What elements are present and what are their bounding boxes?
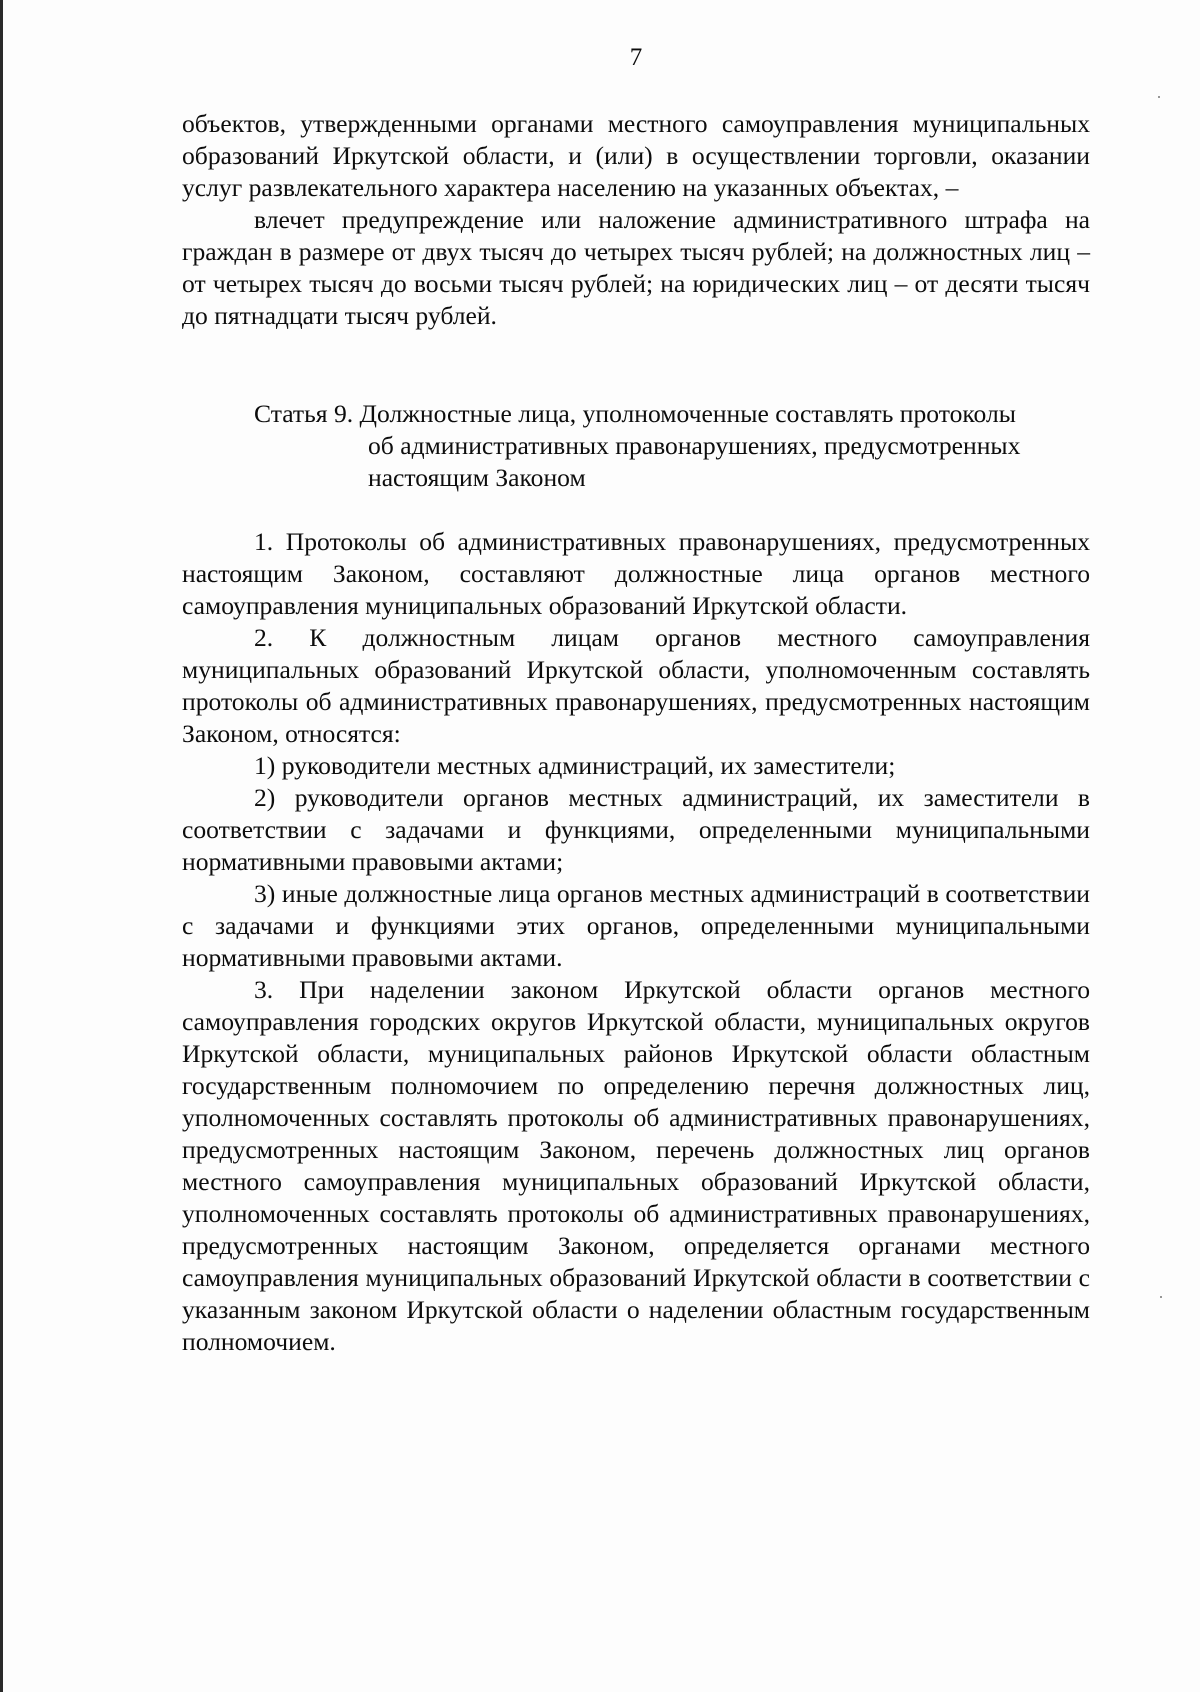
article-body <box>182 526 1090 1358</box>
top-text-block <box>182 108 1090 332</box>
paragraph-penalty: влечет предупреждение или наложение административного штрафа на граждан в размере от двух тысяч до четырех тысяч рублей; на должностных лиц – от четырех тысяч до восьми тысяч рублей; на юридических лиц – от десяти тысяч до пятнадцати тысяч рублей. <box>182 205 1090 330</box>
list-item-2: 2) руководители органов местных администраций, их заместители в соответствии с задачами и функциями, определенными муниципальными нормативными правовыми актами; <box>182 783 1090 876</box>
scan-speck <box>1160 1296 1162 1298</box>
paragraph-objects: объектов, утвержденными органами местного самоуправления муниципальных образований Иркутской области, и (или) в осуществлении торговли, оказании услуг развлекательного характера населению на указанных объектах, – <box>182 109 1090 202</box>
article-heading <box>254 398 1094 494</box>
scan-edge <box>0 0 3 1692</box>
paragraph-3: 3. При наделении законом Иркутской области органов местного самоуправления городских округов Иркутской области, муниципальных округов Иркутской области, муниципальных районов Иркутской области областным государственным полномочием по определению перечня должностных лиц, уполномоченных составлять протоколы об административных правонарушениях, предусмотренных настоящим Законом, перечень должностных лиц органов местного самоуправления муниципальных образований Иркутской области, уполномоченных составлять протоколы об административных правонарушениях, предусмотренных настоящим Законом, определяется органами местного самоуправления муниципальных образований Иркутской области в соответствии с указанным законом Иркутской области о наделении областным государственным полномочием. <box>182 975 1090 1356</box>
list-item-1: 1) руководители местных администраций, их заместители; <box>254 751 896 780</box>
article-heading-line-3: настоящим Законом <box>368 463 586 492</box>
article-heading-line-1: Статья 9. Должностные лица, уполномоченные составлять протоколы <box>254 399 1016 428</box>
list-item-3: 3) иные должностные лица органов местных администраций в соответствии с задачами и функциями этих органов, определенными муниципальными нормативными правовыми актами. <box>182 879 1090 972</box>
page-number: 7 <box>629 44 643 71</box>
paragraph-2: 2. К должностным лицам органов местного самоуправления муниципальных образований Иркутской области, уполномоченным составлять протоколы об административных правонарушениях, предусмотренных настоящим Законом, относятся: <box>182 623 1090 748</box>
paragraph-1: 1. Протоколы об административных правонарушениях, предусмотренных настоящим Законом, составляют должностные лица органов местного самоуправления муниципальных образований Иркутской области. <box>182 527 1090 620</box>
article-heading-line-2: об административных правонарушениях, предусмотренных <box>368 431 1021 460</box>
scan-speck <box>1158 96 1160 98</box>
